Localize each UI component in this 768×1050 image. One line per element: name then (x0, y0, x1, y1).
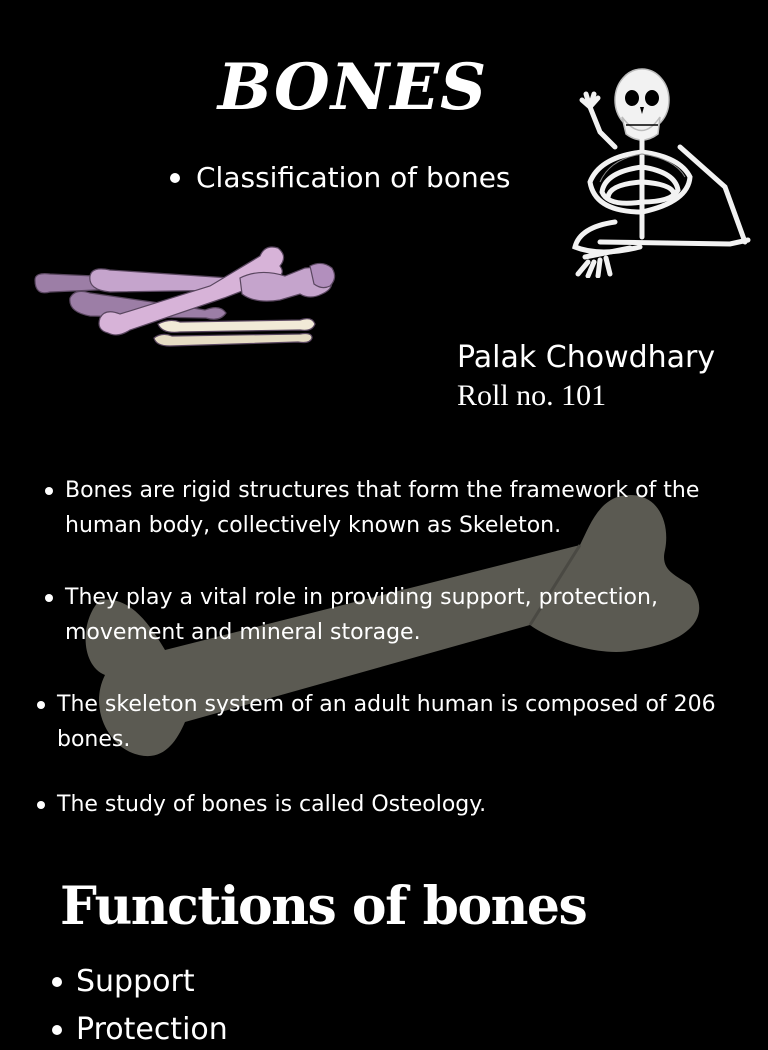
bullet-dot (45, 594, 53, 602)
fact-text: The skeleton system of an adult human is composed of 206 bones. (57, 692, 716, 752)
skeleton-illustration (560, 62, 760, 278)
fact-text: Bones are rigid structures that form the framework of the human body, collectively known as Skeleton. (65, 478, 700, 538)
page-title: BONES (217, 50, 488, 125)
bullet-dot (37, 701, 45, 709)
function-text: Support (76, 964, 195, 999)
bullet-dot (52, 1025, 62, 1035)
function-text: Protection (76, 1012, 228, 1047)
author-name: Palak Chowdhary (457, 340, 716, 375)
list-item (37, 787, 752, 822)
bullet-dot (37, 801, 45, 809)
function-item (52, 1010, 228, 1050)
section-heading: Functions of bones (60, 876, 587, 937)
bullet-dot (45, 487, 53, 495)
subtitle-bullet (170, 160, 511, 196)
subtitle-text: Classification of bones (196, 161, 511, 194)
bullet-dot (52, 977, 62, 987)
bullet-dot (170, 173, 180, 183)
list-item (45, 580, 760, 650)
function-item (52, 962, 195, 1002)
fact-text: They play a vital role in providing support, protection, movement and mineral storage. (65, 585, 658, 645)
list-item (37, 687, 752, 757)
bone-pile-illustration (30, 238, 350, 358)
fact-text: The study of bones is called Osteology. (57, 792, 487, 817)
roll-number: Roll no. 101 (457, 379, 607, 412)
list-item (45, 473, 760, 543)
